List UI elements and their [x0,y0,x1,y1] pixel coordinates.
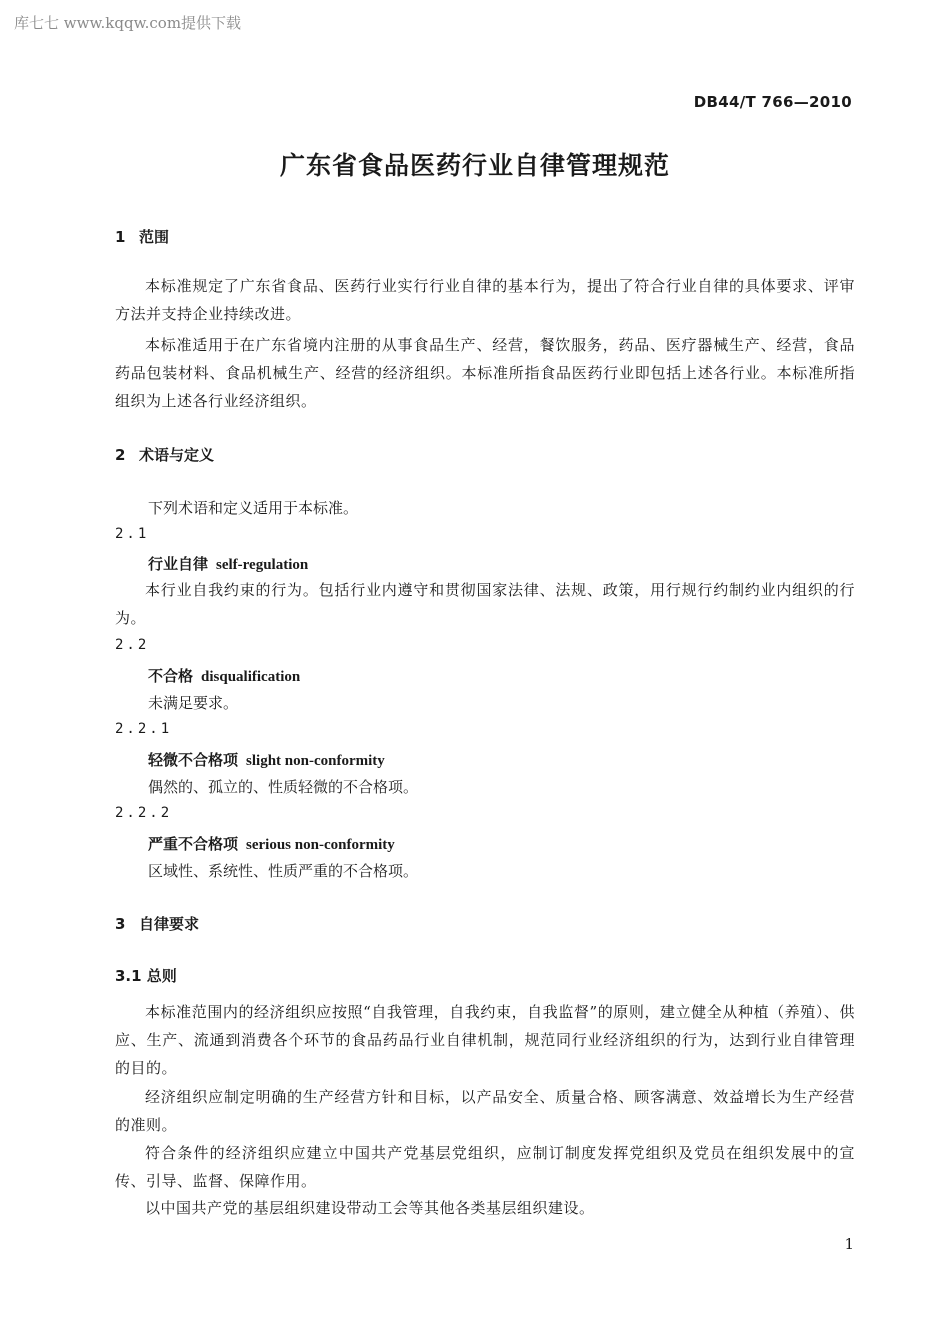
general-paragraph-1: 本标准范围内的经济组织应按照“自我管理，自我约束，自我监督”的原则，建立健全从种植（养殖）、供应、生产、流通到消费各个环节的食品药品行业自律机制，规范同行业经济组织的行为，达到行业自律管理的目的。 [115,1003,855,1077]
subsection-3-1-heading: 3.1 总则 [115,967,177,985]
watermark: 库七七 www.kqqw.com提供下载 [14,14,242,32]
section-title: 术语与定义 [139,446,215,464]
clause-number: 2.1 [115,526,150,542]
term-heading [148,749,385,770]
term-definition: 本行业自我约束的行为。包括行业内遵守和贯彻国家法律、法规、政策，用行规行约制约业内组织的行为。 [115,581,855,627]
term-cn: 行业自律 [148,555,209,573]
term-heading [148,665,300,686]
clause-number: 2.2.1 [115,721,173,737]
term-definition: 区域性、系统性、性质严重的不合格项。 [148,862,419,880]
section-title: 范围 [139,228,170,246]
section-title: 自律要求 [139,915,200,933]
term-definition: 偶然的、孤立的、性质轻微的不合格项。 [148,778,419,796]
section-number: 1 [115,228,126,246]
standard-number: DB44/T 766—2010 [693,93,852,111]
section-3-heading [115,913,199,934]
section-2-heading [115,444,214,465]
term-en: disqualification [201,669,301,685]
term-definition: 未满足要求。 [148,694,239,712]
section-number: 3 [115,915,126,933]
general-paragraph-4: 以中国共产党的基层组织建设带动工会等其他各类基层组织建设。 [145,1199,595,1217]
document-title: 广东省食品医药行业自律管理规范 [279,151,670,180]
page-number: 1 [844,1235,854,1253]
term-heading [148,833,395,854]
terms-intro: 下列术语和定义适用于本标准。 [148,499,359,517]
term-heading [148,553,308,574]
term-cn: 不合格 [148,667,194,685]
term-en: serious non-conformity [246,837,395,853]
term-en: slight non-conformity [246,753,385,769]
term-en: self-regulation [216,557,309,573]
term-cn: 轻微不合格项 [148,751,239,769]
general-paragraph-2: 经济组织应制定明确的生产经营方针和目标，以产品安全、质量合格、顾客满意、效益增长为生产经营的准则。 [115,1088,855,1134]
clause-number: 2.2.2 [115,805,173,821]
section-number: 2 [115,446,126,464]
clause-number: 2.2 [115,637,150,653]
scope-paragraph-1: 本标准规定了广东省食品、医药行业实行行业自律的基本行为，提出了符合行业自律的具体要求、评审方法并支持企业持续改进。 [115,277,855,323]
section-1-heading [115,226,169,247]
general-paragraph-3: 符合条件的经济组织应建立中国共产党基层党组织，应制订制度发挥党组织及党员在组织发展中的宣传、引导、监督、保障作用。 [115,1144,855,1190]
term-cn: 严重不合格项 [148,835,239,853]
scope-paragraph-2: 本标准适用于在广东省境内注册的从事食品生产、经营，餐饮服务，药品、医疗器械生产、经营，食品药品包装材料、食品机械生产、经营的经济组织。本标准所指食品医药行业即包括上述各行业。本标准所指组织为上述各行业经济组织。 [115,336,855,410]
